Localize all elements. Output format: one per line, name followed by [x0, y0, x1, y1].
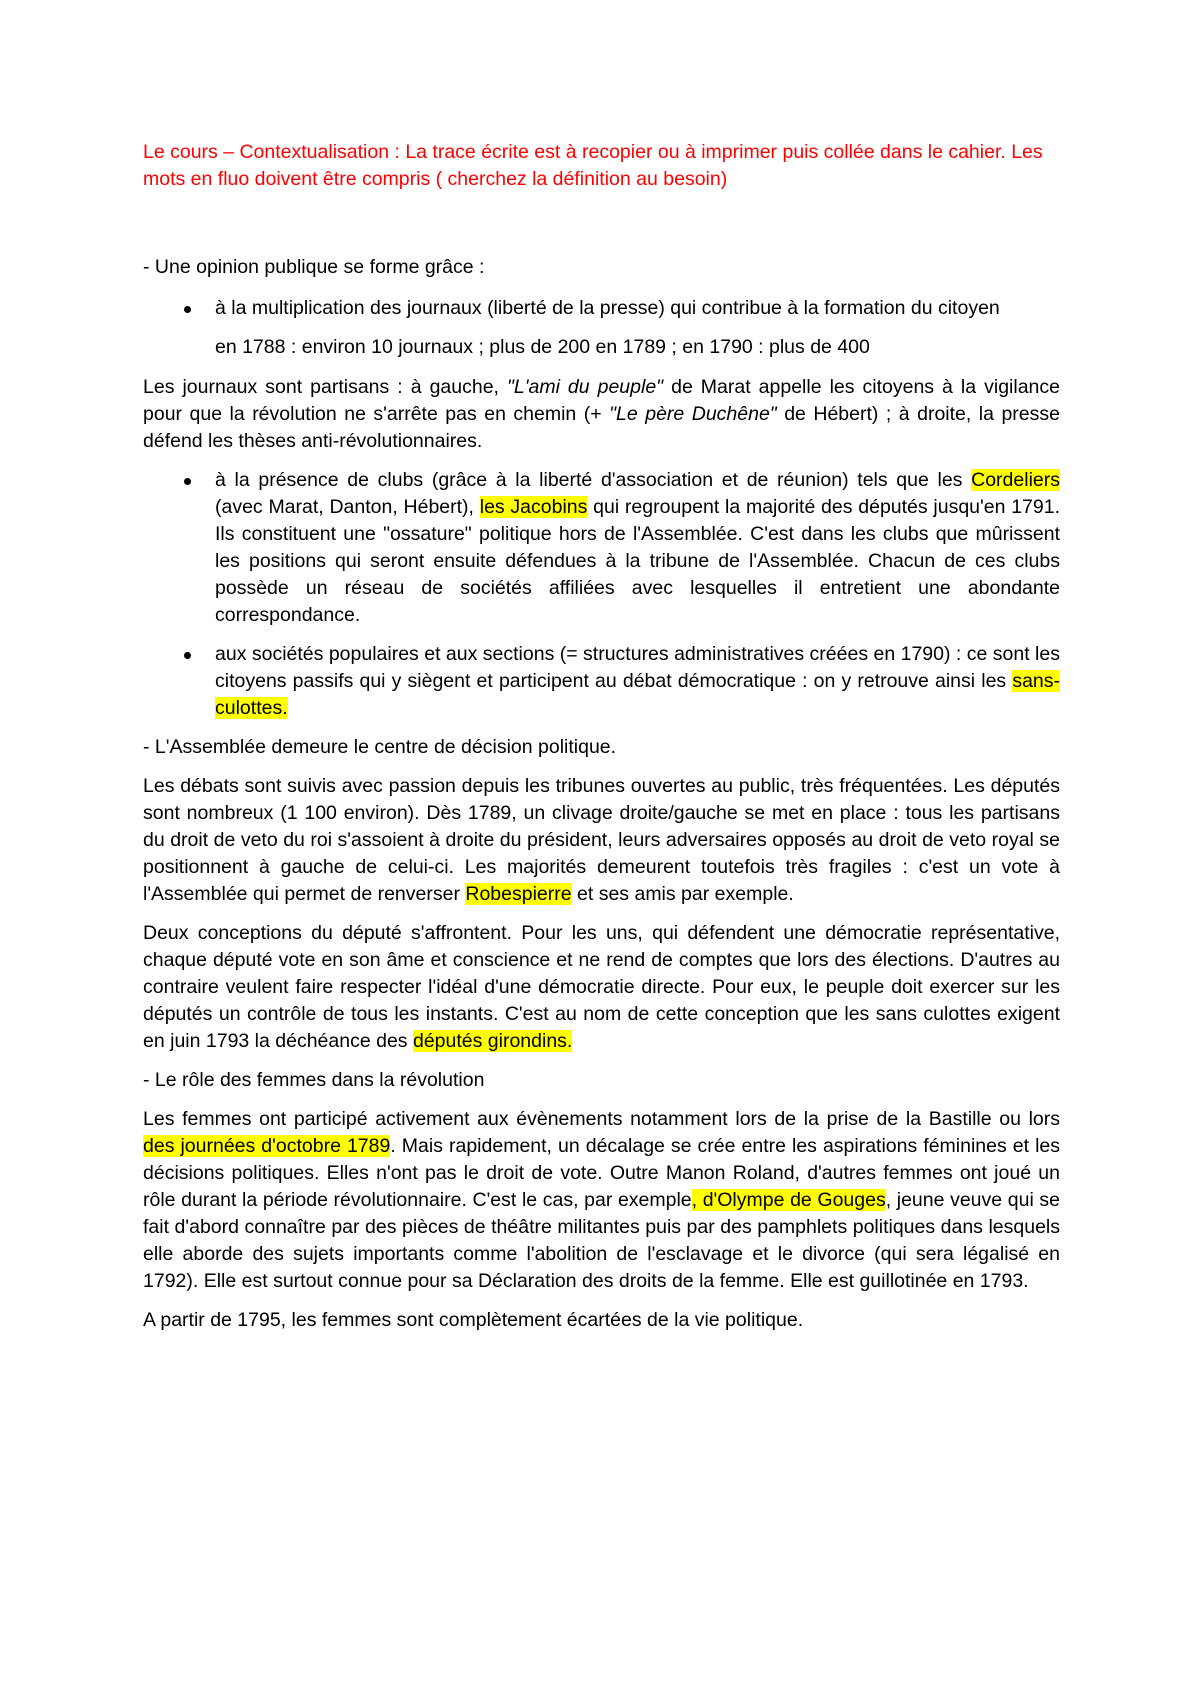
text-run: Les débats sont suivis avec passion depuis les tribunes ouvertes au public, très fréquentées. Les députés sont nombreux (1 100 environ). Dès 1789, un clivage droite/gauche se met en place : tous les partisans du droit de veto du roi s'assoient à droite du président, leurs adversaires opposés au droit de veto royal se positionnent à gauche de celui-ci. Les majorités demeurent toutefois très fragiles : c'est un vote à l'Assemblée qui permet de renverser: [143, 775, 1060, 905]
highlight-term: Cordeliers: [971, 469, 1060, 491]
highlight-term: Robespierre: [465, 883, 572, 905]
section-heading-opinion: - Une opinion publique se forme grâce :: [143, 256, 485, 278]
highlight-term: sans-culottes.: [215, 670, 1060, 719]
bullet-list-clubs: [143, 467, 1060, 629]
text-run: Les femmes ont participé activement aux évènements notamment lors de la prise de la Bastille ou lors: [143, 1108, 1060, 1130]
paragraph-conclusion: A partir de 1795, les femmes sont complètement écartées de la vie politique.: [143, 1309, 804, 1331]
text-run: qui regroupent la majorité des députés jusqu'en 1791. Ils constituent une "ossature" politique hors de l'Assemblée. C'est dans les clubs que mûrissent les positions qui seront ensuite défendues à la tribune de l'Assemblée. Chacun de ces clubs possède un réseau de sociétés affiliées avec lesquelles il entretient une abondante correspondance.: [215, 496, 1060, 626]
text-run: Les journaux sont partisans : à gauche,: [143, 376, 507, 398]
highlight-term: les Jacobins: [479, 496, 588, 518]
section-heading-femmes: - Le rôle des femmes dans la révolution: [143, 1069, 485, 1091]
highlight-term: des journées d'octobre 1789: [143, 1135, 391, 1157]
document-body: [143, 139, 1060, 1346]
section-heading-assemblee: - L'Assemblée demeure le centre de décision politique.: [143, 736, 617, 758]
bullet-list-journaux: [143, 295, 1060, 322]
text-run: aux sociétés populaires et aux sections (= structures administratives créées en 1790) : ce sont les citoyens passifs qui y siègent et participent au débat démocratique : on y retrouve ainsi les: [215, 643, 1060, 692]
list-item: [143, 641, 1060, 722]
text-run: à la présence de clubs (grâce à la liberté d'association et de réunion) tels que les: [215, 469, 972, 491]
text-run: de Hébert) ; à droite, la presse défend les thèses anti-révolutionnaires.: [143, 403, 1060, 452]
highlight-term: , d'Olympe de Gouges: [691, 1189, 886, 1211]
text-run: . Mais rapidement, un décalage se crée entre les aspirations féminines et les décisions politiques. Elles n'ont pas le droit de vote. Outre Manon Roland, d'autres femmes ont joué un rôle durant la période révolutionnaire. C'est le cas, par exemple: [143, 1135, 1060, 1211]
bullet-list-societes: [143, 641, 1060, 722]
text-run: (avec Marat, Danton, Hébert),: [215, 496, 480, 518]
bullet-icon: [184, 652, 191, 659]
text-run: de Marat appelle les citoyens à la vigilance pour que la révolution ne s'arrête pas en chemin (+: [143, 376, 1060, 425]
bullet-icon: [184, 478, 191, 485]
paragraph-debats: [143, 773, 1060, 908]
text-run: , jeune veuve qui se fait d'abord connaître par des pièces de théâtre militantes puis par des pamphlets politiques dans lesquels elle aborde des sujets importants comme l'abolition de l'esclavage et le divorce (qui sera légalisé en 1792). Elle est surtout connue pour sa Déclaration des droits de la femme. Elle est guillotinée en 1793.: [143, 1189, 1060, 1292]
paragraph-conceptions-depute: [143, 920, 1060, 1055]
intro-instructions: Le cours – Contextualisation : La trace écrite est à recopier ou à imprimer puis collée dans le cahier. Les mots en fluo doivent être compris ( cherchez la définition au besoin): [143, 141, 1043, 190]
text-run: et ses amis par exemple.: [571, 883, 794, 905]
newspaper-title: "L'ami du peuple": [506, 376, 664, 398]
newspaper-title: "Le père Duchêne": [609, 403, 777, 425]
highlight-term: députés girondins.: [412, 1030, 573, 1052]
list-item: [143, 467, 1060, 629]
bullet-icon: [184, 306, 191, 313]
paragraph-journaux-partisans: [143, 374, 1060, 455]
list-item: [143, 295, 1060, 322]
journaux-stats: en 1788 : environ 10 journaux ; plus de 200 en 1789 ; en 1790 : plus de 400: [215, 336, 870, 358]
text-run: Deux conceptions du député s'affrontent. Pour les uns, qui défendent une démocratie représentative, chaque député vote en son âme et conscience et ne rend de comptes que lors des élections. D'autres au contraire veulent faire respecter l'idéal d'une démocratie directe. Pour eux, le peuple doit exercer sur les députés un contrôle de tous les instants. C'est au nom de cette conception que les sans culottes exigent en juin 1793 la déchéance des: [143, 922, 1060, 1052]
bullet-text-journaux: à la multiplication des journaux (liberté de la presse) qui contribue à la formation du citoyen: [215, 297, 1000, 319]
paragraph-femmes: [143, 1106, 1060, 1295]
